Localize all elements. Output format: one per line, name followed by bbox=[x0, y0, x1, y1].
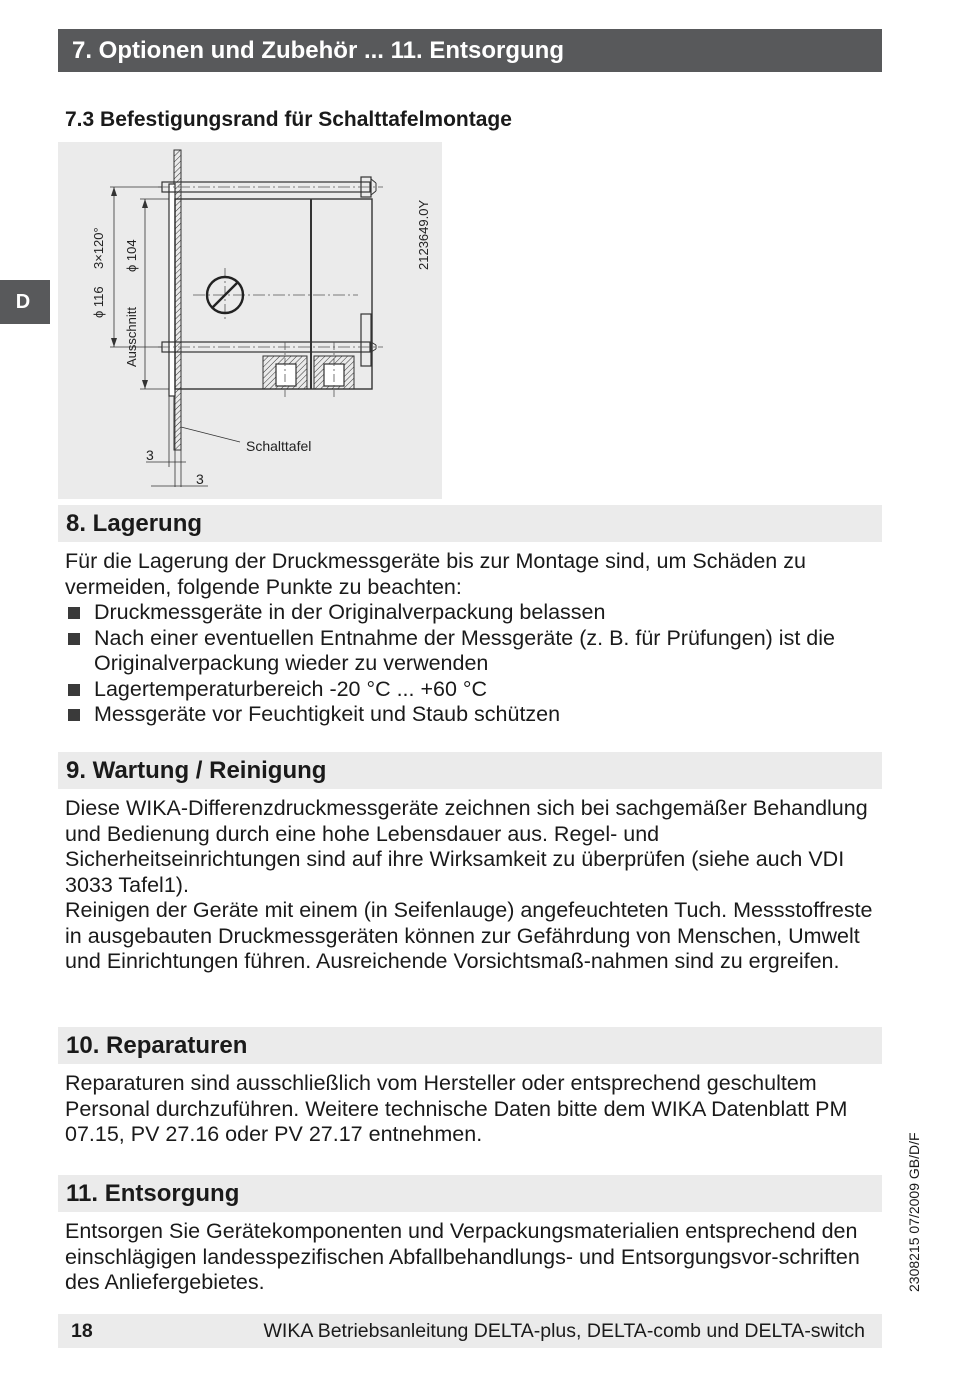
section-11-paragraph: Entsorgen Sie Gerätekomponenten und Verpackungsmaterialien entsprechend den einschlägigen landesspezifischen Abfallbehandlungs- und Entsorgungsvor-schriften des Anliefergebietes. bbox=[65, 1219, 860, 1294]
page-header bbox=[58, 29, 882, 72]
dim-thickness-2: 3 bbox=[196, 471, 204, 487]
language-tab: D bbox=[0, 280, 50, 324]
footer-title: WIKA Betriebsanleitung DELTA-plus, DELTA-comb und DELTA-switch bbox=[263, 1320, 865, 1342]
panel-label: Schalttafel bbox=[246, 438, 312, 454]
list-item: Druckmessgeräte in der Originalverpackung belassen bbox=[65, 600, 885, 626]
section-9-paragraph-1: Diese WIKA-Differenzdruckmessgeräte zeichnen sich bei sachgemäßer Behandlung und Bedienung durch eine hohe Lebensdauer aus. Regel- und Sicherheitseinrichtungen sind auf ihre Wirksamkeit zu überprüfen (siehe auch VDI 3033 Tafel1). bbox=[65, 796, 868, 897]
bullet-square-icon bbox=[68, 684, 80, 696]
section-10-heading-text: 10. Reparaturen bbox=[66, 1032, 248, 1059]
bullet-square-icon bbox=[68, 709, 80, 721]
list-item: Messgeräte vor Feuchtigkeit und Staub schützen bbox=[65, 702, 885, 728]
page-header-title: 7. Optionen und Zubehör ... 11. Entsorgung bbox=[72, 37, 564, 64]
list-item: Lagertemperaturbereich -20 °C ... +60 °C bbox=[65, 677, 885, 703]
section-8-heading-text: 8. Lagerung bbox=[66, 510, 203, 537]
section-11-heading bbox=[58, 1175, 882, 1212]
document-code: 2308215 07/2009 GB/D/F bbox=[906, 1132, 922, 1292]
section-8-bullet-list bbox=[65, 600, 885, 728]
mounting-flange bbox=[169, 184, 175, 396]
section-7-3-heading: 7.3 Befestigungsrand für Schalttafelmontage bbox=[65, 108, 512, 131]
section-9-heading-text: 9. Wartung / Reinigung bbox=[66, 757, 327, 784]
technical-drawing bbox=[58, 142, 442, 499]
section-9-heading bbox=[58, 752, 882, 789]
section-8-intro: Für die Lagerung der Druckmessgeräte bis zur Montage sind, um Schäden zu vermeiden, folgende Punkte zu beachten: bbox=[65, 549, 806, 599]
dim-thickness-1: 3 bbox=[146, 447, 154, 463]
section-9-paragraph-2: Reinigen der Geräte mit einem (in Seifenlauge) angefeuchteten Tuch. Messstoffreste in ausgebauten Druckmessgeräten können zur Gefährdung von Menschen, Umwelt und Einrichtungen führen. Ausreichende Vorsichtsmaß-nahmen sind zu ergreifen. bbox=[65, 898, 873, 973]
section-10-paragraph: Reparaturen sind ausschließlich vom Hersteller oder entsprechend geschultem Personal durchzuführen. Weitere technische Daten bitte dem WIKA Datenblatt PM 07.15, PV 27.16 oder PV 27.17 entnehmen. bbox=[65, 1071, 848, 1146]
section-11-heading-text: 11. Entsorgung bbox=[66, 1180, 240, 1207]
bullet-square-icon bbox=[68, 607, 80, 619]
page-number: 18 bbox=[71, 1320, 93, 1342]
dim-bolt-pattern: 3×120° bbox=[91, 227, 106, 269]
drawing-number: 2123649.0Y bbox=[416, 199, 431, 270]
dim-diameter-116: ϕ 116 bbox=[91, 286, 106, 318]
list-item: Nach einer eventuellen Entnahme der Messgeräte (z. B. für Prüfungen) ist die Originalverpackung wieder zu verwenden bbox=[65, 626, 885, 677]
panel-mounting-drawing bbox=[58, 142, 442, 499]
bullet-square-icon bbox=[68, 633, 80, 645]
dim-cutout-label: Ausschnitt bbox=[124, 307, 139, 367]
page-footer bbox=[58, 1314, 882, 1348]
section-8-heading bbox=[58, 505, 882, 542]
section-10-heading bbox=[58, 1027, 882, 1064]
dim-diameter-104: ϕ 104 bbox=[124, 239, 139, 272]
